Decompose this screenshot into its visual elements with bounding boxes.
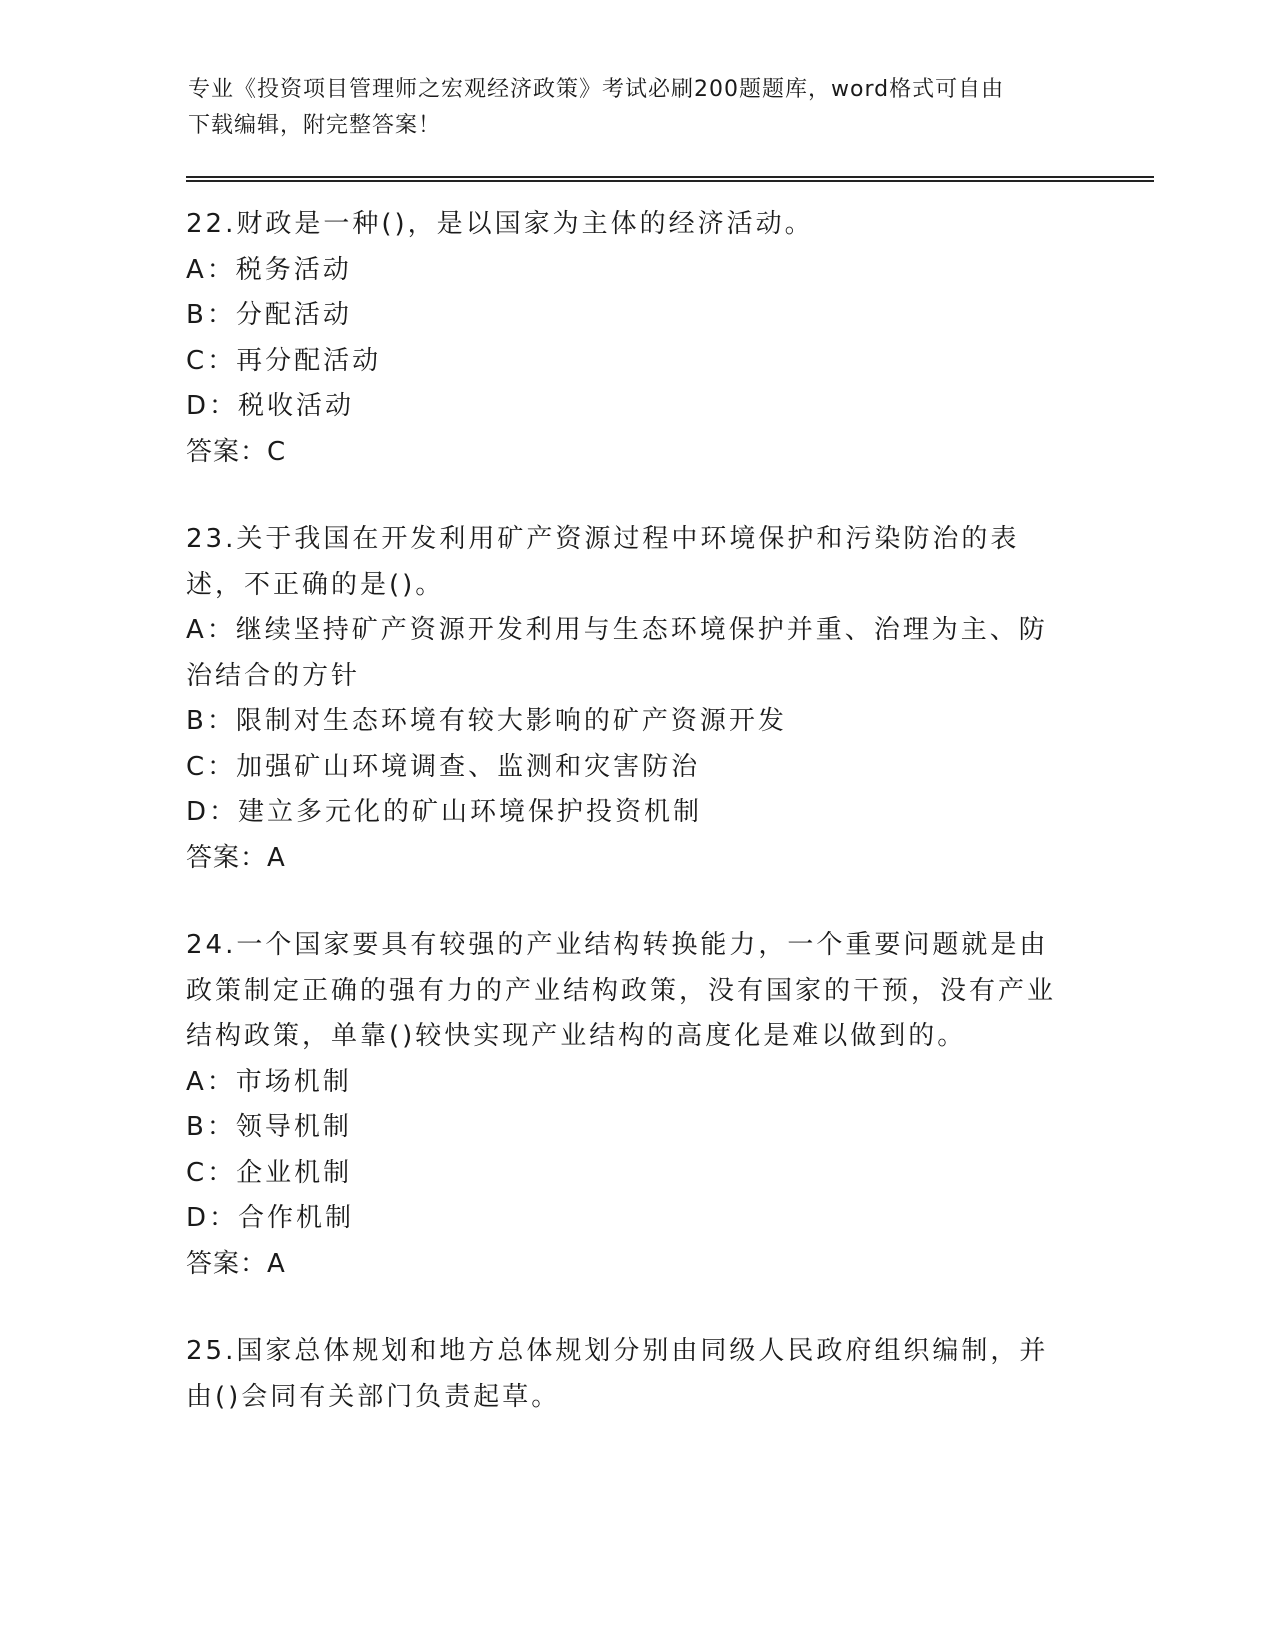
question-22 (186, 202, 1076, 475)
question-text: 24.一个国家要具有较强的产业结构转换能力，一个重要问题就是由政策制定正确的强有力的产业结构政策，没有国家的干预，没有产业结构政策，单靠()较快实现产业结构的高度化是难以做到的。 (186, 930, 1057, 1051)
option-c: C：加强矿山环境调查、监测和灾害防治 (186, 751, 701, 782)
answer-text: 答案：A (186, 1248, 286, 1279)
question-text: 23.关于我国在开发利用矿产资源过程中环境保护和污染防治的表述，不正确的是()。 (186, 524, 1020, 600)
option-a: A：继续坚持矿产资源开发利用与生态环境保护并重、治理为主、防治结合的方针 (186, 615, 1048, 691)
option-d: D：合作机制 (186, 1203, 355, 1233)
option-b: B：领导机制 (186, 1112, 352, 1142)
option-a: A：税务活动 (186, 254, 352, 285)
question-text: 25.国家总体规划和地方总体规划分别由同级人民政府组织编制，并由()会同有关部门负责起草。 (186, 1336, 1049, 1412)
question-23 (186, 517, 1076, 881)
option-a: A：市场机制 (186, 1066, 352, 1097)
option-b: B：限制对生态环境有较大影响的矿产资源开发 (186, 706, 787, 736)
question-24 (186, 923, 1076, 1287)
answer-text: 答案：C (186, 436, 287, 467)
header-line-2: 下载编辑，附完整答案！ (188, 113, 442, 138)
option-b: B：分配活动 (186, 300, 352, 330)
answer-text: 答案：A (186, 842, 286, 873)
document-header (188, 72, 1068, 144)
question-25 (186, 1329, 1076, 1420)
option-d: D：税收活动 (186, 391, 355, 421)
option-c: C：再分配活动 (186, 345, 382, 376)
header-divider (186, 176, 1154, 182)
header-line-1: 专业《投资项目管理师之宏观经济政策》考试必刷200题题库，word格式可自由 (188, 77, 1005, 102)
option-d: D：建立多元化的矿山环境保护投资机制 (186, 797, 703, 827)
question-text: 22.财政是一种()，是以国家为主体的经济活动。 (186, 209, 814, 239)
option-c: C：企业机制 (186, 1157, 353, 1188)
question-list (186, 202, 1076, 1420)
